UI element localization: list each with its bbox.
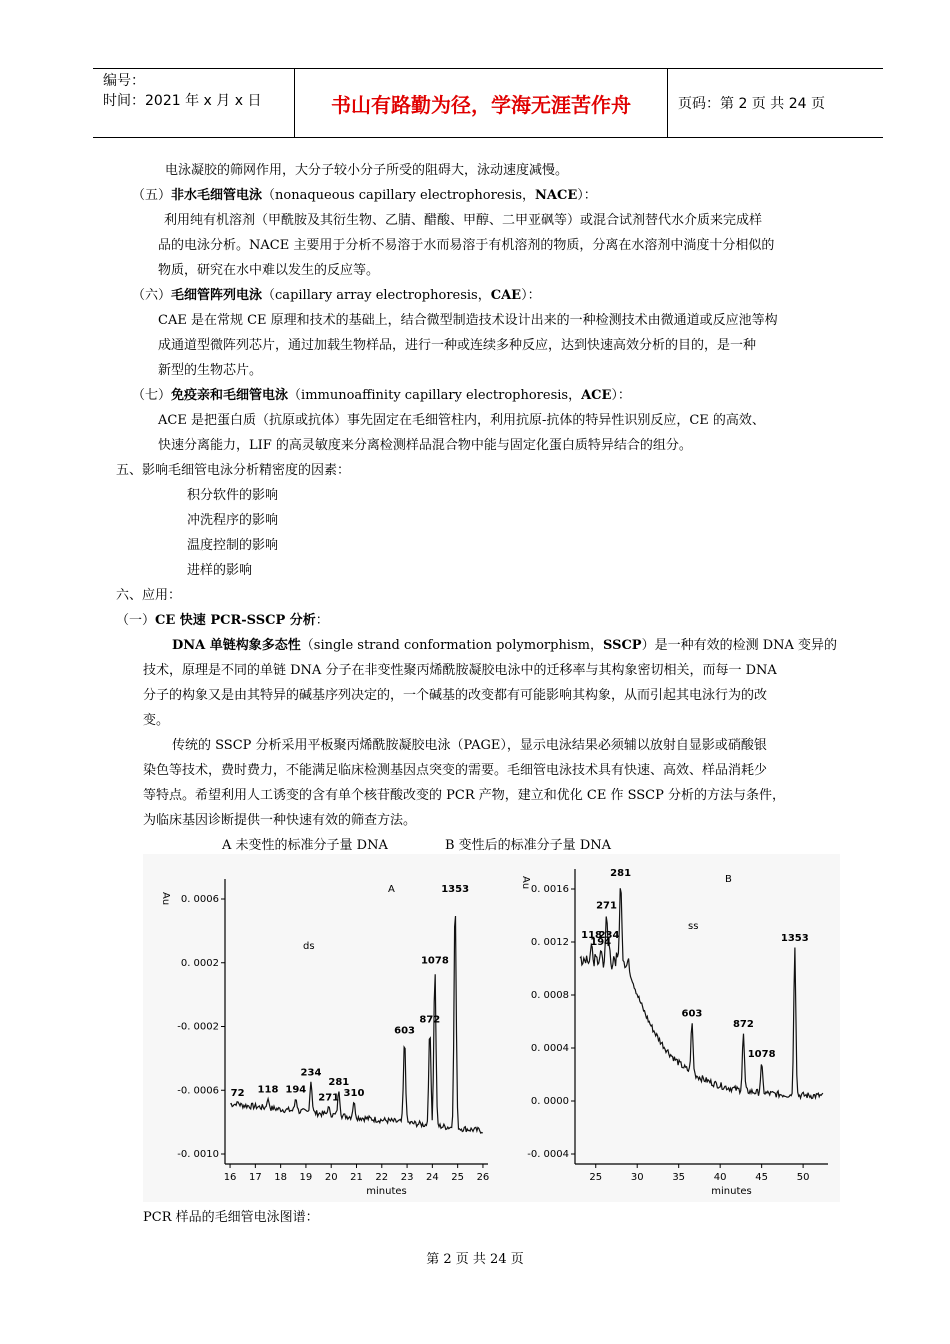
panel-annotation: ss [688, 921, 699, 932]
y-tick-label: 0. 0006 [180, 894, 219, 905]
paragraph-line: 等特点。希望利用人工诱变的含有单个核苷酸改变的 PCR 产物，建立和优化 CE 作 SSCP 分析的方法与条件， [143, 788, 785, 803]
peak-label: 1078 [747, 1048, 776, 1060]
peak-label: 603 [394, 1025, 415, 1037]
paragraph-line: ACE 是把蛋白质（抗原或抗体）事先固定在毛细管柱内，利用抗原-抗体的特异性识别反应，CE 的高效、 [158, 413, 765, 428]
trace-line [230, 916, 482, 1133]
term-title: DNA 单链构象多态性 [172, 638, 301, 653]
section-heading-nace [132, 187, 597, 205]
peak-label: 194 [285, 1084, 307, 1096]
paragraph-line: 传统的 SSCP 分析采用平板聚丙烯酰胺凝胶电泳（PAGE），显示电泳结果必须辅以放射自显影或硝酸银 [172, 738, 767, 753]
y-tick-label: 0. 0002 [180, 957, 219, 969]
y-tick-label: -0. 0004 [527, 1149, 569, 1160]
section-heading-cae [132, 287, 541, 305]
y-tick-label: 0. 0000 [530, 1096, 569, 1107]
x-tick-label: 25 [589, 1172, 603, 1183]
peak-label: 234 [300, 1067, 322, 1079]
paragraph-line: 品的电泳分析。NACE 主要用于分析不易溶于水而易溶于有机溶剂的物质，分离在水溶剂中淌度十分相似的 [158, 238, 775, 253]
heading-english: （nonaqueous capillary electrophoresis， [262, 188, 536, 203]
x-tick-label: 24 [425, 1172, 439, 1183]
doc-time-label: 时间：2021 年 x 月 x 日 [103, 93, 262, 109]
peak-label: 234 [598, 930, 620, 942]
paragraph-line: CAE 是在常规 CE 原理和技术的基础上，结合微型制造技术设计出来的一种检测技术由微通道或反应池等构 [158, 313, 778, 328]
peak-label: 1078 [420, 955, 449, 967]
x-tick-label: 17 [248, 1172, 262, 1183]
x-tick-label: 16 [223, 1172, 237, 1183]
paragraph-line: 物质，研究在水中难以发生的反应等。 [158, 263, 380, 278]
peak-label: 1353 [780, 932, 809, 944]
x-tick-label: 20 [324, 1172, 338, 1183]
peak-label: 271 [318, 1092, 340, 1104]
paragraph-line: 成通道型微阵列芯片，通过加载生物样品，进行一种或连续多种反应，达到快速高效分析的目的，是一种 [158, 338, 757, 353]
heading-abbr: CAE [490, 288, 522, 303]
panel-title: A [388, 884, 395, 895]
y-tick-label: -0. 0010 [177, 1149, 219, 1160]
paragraph-line [172, 637, 837, 655]
heading-end: ）： [577, 188, 597, 203]
section-heading-application: 六、应用： [116, 588, 182, 603]
page-footer: 第 2 页 共 24 页 [426, 1252, 524, 1267]
panel-title: B [725, 874, 732, 885]
heading-end: ）： [611, 388, 631, 403]
heading-title: 非水毛细管电泳 [171, 188, 263, 203]
heading-prefix: （七） [132, 388, 172, 403]
x-tick-label: 50 [796, 1172, 810, 1183]
heading-title: 毛细管阵列电泳 [171, 288, 263, 303]
paragraph-line: 为临床基因诊断提供一种快速有效的筛查方法。 [143, 813, 417, 828]
peak-label: 310 [343, 1087, 365, 1099]
peak-label: 281 [610, 868, 632, 880]
electropherogram-figure [143, 854, 840, 1202]
list-item: 冲洗程序的影响 [187, 513, 279, 528]
x-tick-label: 30 [630, 1172, 644, 1183]
list-item: 进样的影响 [187, 563, 253, 578]
section-heading-ace [132, 387, 631, 405]
paragraph-line: 染色等技术，费时费力，不能满足临床检测基因点突变的需要。毛细管电泳技术具有快速、高效、样品消耗少 [143, 763, 768, 778]
peak-label: 1353 [441, 884, 470, 895]
x-tick-label: 26 [476, 1172, 490, 1183]
heading-english: （capillary array electrophoresis， [262, 288, 491, 303]
header-page-number: 页码：第 2 页 共 24 页 [678, 96, 825, 112]
x-tick-label: 25 [451, 1172, 465, 1183]
section-heading-precision: 五、影响毛细管电泳分析精密度的因素： [116, 463, 351, 478]
peak-label: 194 [590, 936, 612, 948]
x-tick-label: 23 [400, 1172, 414, 1183]
y-axis-label: Au [520, 876, 531, 890]
heading-end: ）： [521, 288, 541, 303]
heading-title: 免疫亲和毛细管电泳 [171, 388, 289, 403]
header-meta [93, 69, 295, 137]
x-tick-label: 21 [350, 1172, 363, 1183]
figure-caption-b: B 变性后的标准分子量 DNA [445, 838, 612, 853]
heading-prefix: （一） [116, 613, 156, 628]
heading-end: ： [315, 613, 329, 628]
paragraph-line: 利用纯有机溶剂（甲酰胺及其衍生物、乙腈、醋酸、甲醇、二甲亚砜等）或混合试剂替代水介质来完成样 [164, 213, 763, 228]
figure-caption: PCR 样品的毛细管电泳图谱： [143, 1210, 319, 1225]
page-header [93, 68, 883, 138]
heading-abbr: NACE [535, 188, 578, 203]
header-motto: 书山有路勤为径，学海无涯苦作舟 [295, 69, 668, 137]
x-axis-label: minutes [711, 1186, 752, 1197]
term-english: （single strand conformation polymorphism， [300, 638, 603, 653]
heading-prefix: （六） [132, 288, 172, 303]
peak-label: 281 [328, 1076, 350, 1088]
peak-label: 271 [596, 900, 617, 912]
peak-label: 72 [230, 1087, 245, 1099]
y-tick-label: 0. 0004 [530, 1043, 569, 1054]
paragraph-line: 新型的生物芯片。 [158, 363, 263, 378]
paragraph-line: 技术，原理是不同的单链 DNA 分子在非变性聚丙烯酰胺凝胶电泳中的迁移率与其构象密切相关，而每一 DNA [143, 663, 777, 678]
y-tick-label: -0. 0002 [177, 1021, 219, 1033]
electropherogram-svg [143, 854, 840, 1202]
x-tick-label: 45 [755, 1172, 769, 1183]
peak-label: 872 [419, 1014, 441, 1026]
paragraph-line: 快速分离能力，LIF 的高灵敏度来分离检测样品混合物中能与固定化蛋白质特异结合的组分。 [158, 438, 692, 453]
peak-label: 118 [257, 1084, 279, 1096]
heading-abbr: ACE [581, 388, 612, 403]
y-tick-label: 0. 0008 [530, 990, 569, 1001]
list-item: 温度控制的影响 [187, 538, 279, 553]
x-tick-label: 19 [299, 1172, 313, 1183]
term-rest: ）是一种有效的检测 DNA 变异的 [641, 638, 838, 653]
x-tick-label: 40 [713, 1172, 727, 1183]
x-tick-label: 35 [672, 1172, 686, 1183]
term-abbr: SSCP [602, 638, 642, 653]
y-tick-label: 0. 0012 [530, 937, 569, 948]
peak-label: 603 [681, 1008, 703, 1020]
heading-prefix: （五） [132, 188, 172, 203]
x-tick-label: 22 [375, 1172, 389, 1183]
figure-caption-a: A 未变性的标准分子量 DNA [222, 838, 388, 853]
trace-line [580, 888, 823, 1098]
paragraph-line: 电泳凝胶的筛网作用，大分子较小分子所受的阻碍大，泳动速度减慢。 [165, 163, 569, 178]
peak-label: 872 [732, 1019, 754, 1031]
y-axis-label: Au [160, 892, 171, 906]
doc-number-label: 编号： [103, 73, 145, 89]
peak-label: 118 [581, 930, 603, 942]
heading-english: （immunoaffinity capillary electrophoresis， [288, 388, 582, 403]
panel-annotation: ds [303, 941, 315, 952]
x-tick-label: 18 [274, 1172, 288, 1183]
y-tick-label: 0. 0016 [530, 884, 569, 895]
subsection-heading-sscp [116, 612, 329, 630]
paragraph-line: 变。 [143, 713, 170, 728]
y-tick-label: -0. 0006 [177, 1085, 219, 1097]
x-axis-label: minutes [366, 1186, 407, 1197]
heading-title: CE 快速 PCR-SSCP 分析 [155, 613, 316, 628]
list-item: 积分软件的影响 [187, 488, 279, 503]
paragraph-line: 分子的构象又是由其特异的碱基序列决定的，一个碱基的改变都有可能影响其构象，从而引起其电泳行为的改 [143, 688, 768, 703]
